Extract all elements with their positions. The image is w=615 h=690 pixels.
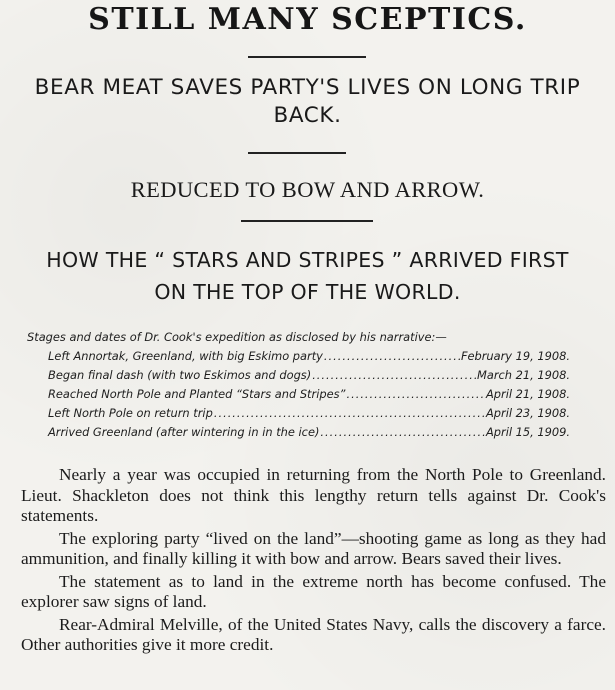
stage-event: Left North Pole on return trip (48, 406, 213, 420)
expedition-stages-intro: Stages and dates of Dr. Cook's expedition as disclosed by his narrative:— (27, 330, 447, 344)
subheadline-stars-and-stripes (0, 244, 615, 308)
article-paragraph: The exploring party “lived on the land”—shooting game as long as they had ammunition, and finally killing it with bow and arrow. Bears saved their lives. (21, 528, 606, 568)
article-paragraph: The statement as to land in the extreme north has become confused. The explorer saw signs of land. (21, 571, 606, 611)
stage-date: April 23, 1908. (485, 406, 570, 420)
stage-date: March 21, 1908. (477, 368, 570, 382)
dot-leader (320, 425, 485, 439)
subheadline-divider (241, 220, 373, 222)
dot-leader (346, 387, 485, 401)
article-paragraph: Nearly a year was occupied in returning from the North Pole to Greenland. Lieut. Shackleton does not think this lengthy return tells against Dr. Cook's statements. (21, 465, 606, 525)
stage-event: Began final dash (with two Eskimos and dogs) (48, 368, 312, 382)
expedition-stage (48, 349, 570, 368)
article-body (21, 465, 606, 658)
subheadline-divider (248, 152, 346, 154)
subheadline-line: ON THE TOP OF THE WORLD. (154, 280, 461, 304)
stage-event: Reached North Pole and Planted “Stars and Stripes” (48, 387, 346, 401)
expedition-stage (48, 406, 570, 425)
dot-leader (214, 406, 485, 420)
subheadline-bow-and-arrow: REDUCED TO BOW AND ARROW. (130, 177, 485, 202)
expedition-stage (48, 368, 570, 387)
stage-event: Arrived Greenland (after wintering in in the ice) (48, 425, 320, 439)
stage-event: Left Annortak, Greenland, with big Eskimo party (48, 349, 323, 363)
expedition-stage (48, 425, 570, 444)
headline-divider (248, 56, 366, 58)
dot-leader (312, 368, 476, 382)
expedition-stages-list (48, 349, 570, 444)
stage-date: April 15, 1909. (485, 425, 570, 439)
dot-leader (324, 349, 460, 363)
stage-date: April 21, 1908. (485, 387, 570, 401)
stage-date: February 19, 1908. (460, 349, 570, 363)
expedition-stage (48, 387, 570, 406)
subheadline-bear-meat: BEAR MEAT SAVES PARTY'S LIVES ON LONG TRIP BACK. (34, 75, 581, 128)
main-headline: STILL MANY SCEPTICS. (88, 2, 527, 37)
subheadline-line: HOW THE “ STARS AND STRIPES ” ARRIVED FIRST (46, 248, 569, 272)
article-paragraph: Rear-Admiral Melville, of the United States Navy, calls the discovery a farce. Other authorities give it more credit. (21, 614, 606, 654)
